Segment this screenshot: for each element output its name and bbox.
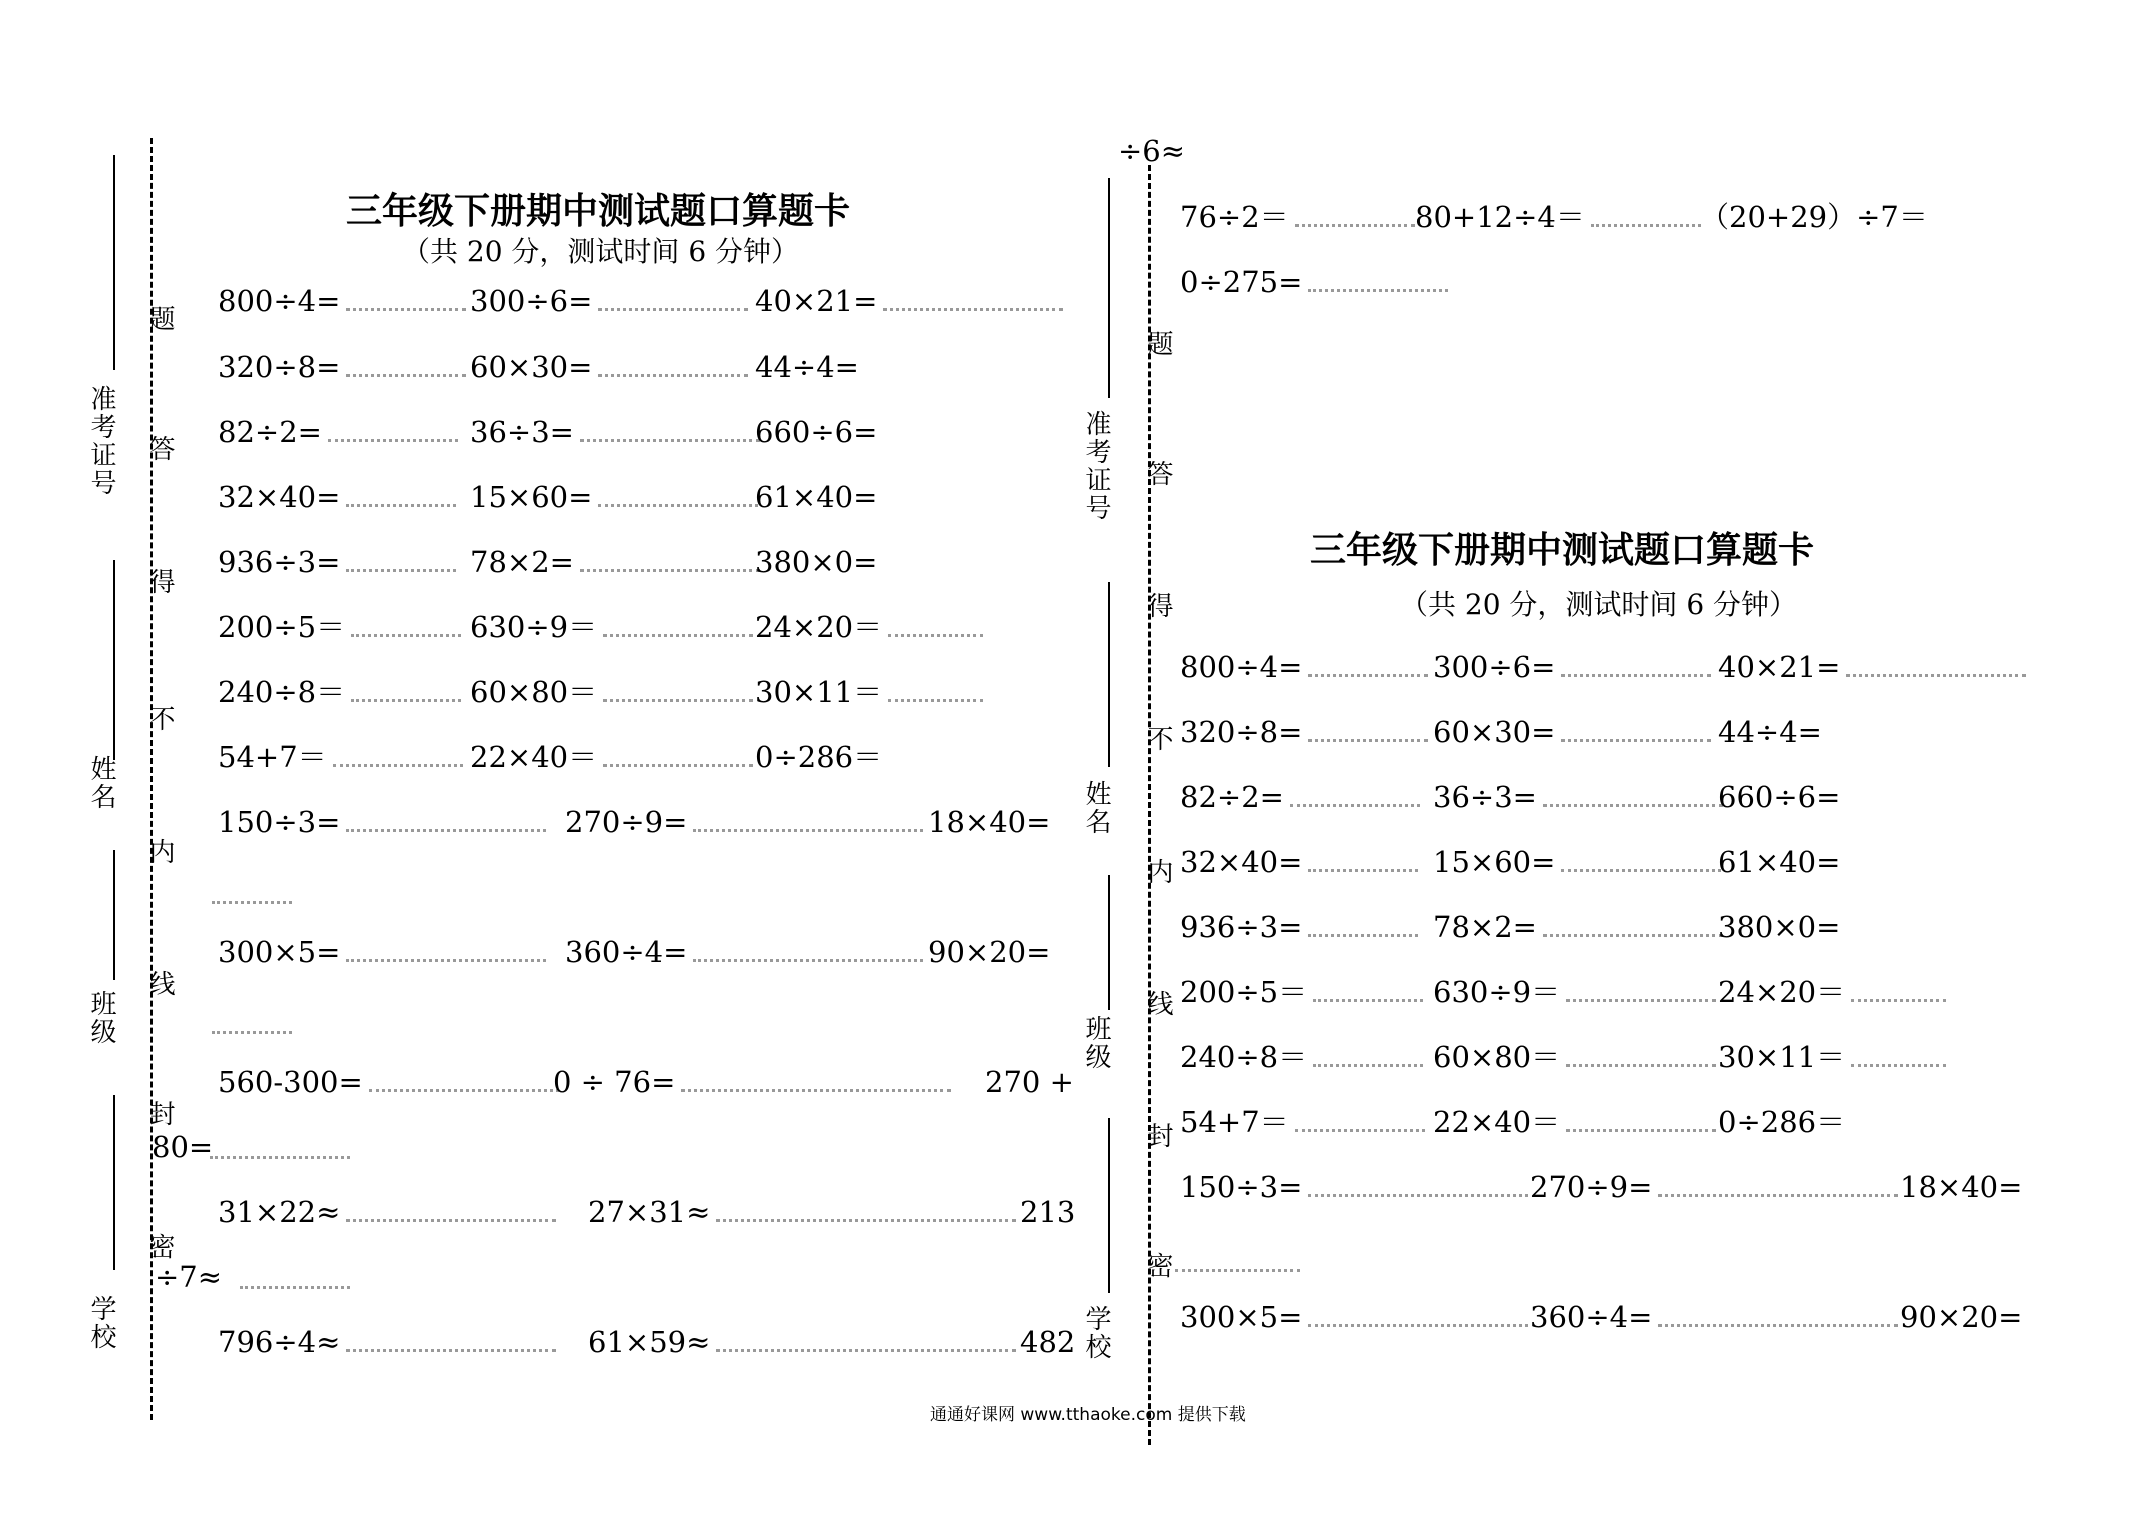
- right-problem-r2c1: 320÷8=: [1180, 718, 1428, 747]
- left-problem-r8c3: 0÷286＝: [755, 740, 883, 774]
- right-seal-char-8: 密: [1143, 1252, 1173, 1280]
- right-label-class: 班级: [1081, 1015, 1111, 1071]
- right-problem-r7c1: 240÷8＝: [1180, 1043, 1423, 1072]
- right-problem-r1c3: 40×21=: [1718, 653, 2026, 682]
- right-problem-r6c1: 200÷5＝: [1180, 978, 1423, 1007]
- right-label-exam-id: 准考证号: [1081, 410, 1111, 522]
- right-top-r1c1: 76÷2＝: [1180, 203, 1415, 232]
- left-wide-r2c2: 360÷4=: [565, 938, 923, 967]
- left-blank-line-school: [113, 1095, 115, 1270]
- right-top-fragment: ÷6≈: [1118, 134, 1186, 168]
- left-problem-r1c1: 800÷4=: [218, 287, 466, 316]
- left-problem-r3c3: 660÷6=: [755, 415, 878, 449]
- right-blank-line-class: [1108, 875, 1110, 1010]
- left-seal-char-8: 密: [145, 1233, 175, 1261]
- right-problem-r5c1: 936÷3=: [1180, 913, 1418, 942]
- right-wide-r1-continuation: [1175, 1268, 1300, 1272]
- left-problem-r4c1: 32×40=: [218, 483, 456, 512]
- left-wide-r3-continuation: [210, 1155, 350, 1159]
- left-problem-r4c2: 15×60=: [470, 483, 758, 512]
- right-problem-r4c2: 15×60=: [1433, 848, 1721, 877]
- left-wide-r2c1: 300×5=: [218, 938, 546, 967]
- right-seal-char-6: 线: [1143, 990, 1173, 1018]
- left-wide-r1c1: 150÷3=: [218, 808, 546, 837]
- left-wide-r1c3: 18×40=: [928, 805, 1051, 839]
- right-problem-r2c2: 60×30=: [1433, 718, 1711, 747]
- left-problem-r7c3: 30×11＝: [755, 678, 983, 707]
- right-seal-char-3: 得: [1143, 592, 1173, 620]
- left-title: 三年级下册期中测试题口算题卡: [346, 190, 851, 232]
- right-problem-r8c1: 54+7＝: [1180, 1108, 1425, 1137]
- left-wide-r4-continuation: [240, 1285, 350, 1289]
- left-wide-r3c3: 270 +: [985, 1065, 1074, 1099]
- right-problem-r7c3: 30×11＝: [1718, 1043, 1946, 1072]
- left-label-name: 姓名: [86, 755, 116, 811]
- right-problem-r1c2: 300÷6=: [1433, 653, 1711, 682]
- left-subtitle: （共 20 分，测试时间 6 分钟）: [402, 235, 800, 268]
- right-top-r2c1: 0÷275=: [1180, 268, 1448, 297]
- left-blank-line-name: [113, 560, 115, 760]
- left-blank-line-exam-id: [113, 155, 115, 370]
- left-wrap-fragment-1: 80=: [152, 1130, 214, 1164]
- left-wide-r2c3: 90×20=: [928, 935, 1051, 969]
- left-problem-r8c2: 22×40＝: [470, 743, 753, 772]
- right-problem-r4c3: 61×40=: [1718, 845, 1841, 879]
- left-wide-r5c2: 61×59≈: [588, 1328, 1016, 1357]
- right-seal-char-5: 内: [1143, 858, 1173, 886]
- right-problem-r8c3: 0÷286＝: [1718, 1105, 1846, 1139]
- right-seal-char-2: 答: [1143, 460, 1173, 488]
- right-problem-r6c3: 24×20＝: [1718, 978, 1946, 1007]
- right-problem-r8c2: 22×40＝: [1433, 1108, 1716, 1137]
- left-seal-char-2: 答: [145, 435, 175, 463]
- right-wide-r2c1: 300×5=: [1180, 1303, 1528, 1332]
- left-problem-r1c3: 40×21=: [755, 287, 1063, 316]
- left-wide-r1-continuation: [212, 900, 292, 904]
- left-label-exam-id: 准考证号: [86, 385, 116, 497]
- left-wide-r4c2: 27×31≈: [588, 1198, 1016, 1227]
- left-wide-r3c2: 0 ÷ 76=: [553, 1068, 951, 1097]
- left-wide-r3c1: 560-300=: [218, 1068, 559, 1097]
- left-wide-r5c3: 482: [1020, 1325, 1076, 1359]
- left-label-class: 班级: [86, 990, 116, 1046]
- right-problem-r5c3: 380×0=: [1718, 910, 1841, 944]
- right-seal-char-4: 不: [1143, 725, 1173, 753]
- left-seal-char-4: 不: [145, 705, 175, 733]
- left-wide-r1c2: 270÷9=: [565, 808, 923, 837]
- left-problem-r5c2: 78×2=: [470, 548, 760, 577]
- right-problem-r3c1: 82÷2=: [1180, 783, 1420, 812]
- left-problem-r5c3: 380×0=: [755, 545, 878, 579]
- left-label-school: 学校: [86, 1295, 116, 1351]
- right-problem-r3c3: 660÷6=: [1718, 780, 1841, 814]
- right-label-name: 姓名: [1081, 780, 1111, 836]
- right-title: 三年级下册期中测试题口算题卡: [1310, 529, 1815, 571]
- right-problem-r3c2: 36÷3=: [1433, 783, 1723, 812]
- left-problem-r7c1: 240÷8＝: [218, 678, 461, 707]
- right-problem-r4c1: 32×40=: [1180, 848, 1418, 877]
- left-wrap-fragment-2: ÷7≈: [155, 1260, 223, 1294]
- right-wide-r2c3: 90×20=: [1900, 1300, 2023, 1334]
- right-label-school: 学校: [1081, 1305, 1111, 1361]
- right-seal-char-1: 题: [1143, 330, 1173, 358]
- right-blank-line-name: [1108, 582, 1110, 767]
- right-problem-r5c2: 78×2=: [1433, 913, 1723, 942]
- right-wide-r1c1: 150÷3=: [1180, 1173, 1528, 1202]
- left-problem-r6c1: 200÷5＝: [218, 613, 461, 642]
- right-subtitle: （共 20 分，测试时间 6 分钟）: [1400, 588, 1798, 621]
- right-blank-line-exam-id: [1108, 178, 1110, 398]
- left-wide-r4c3: 213: [1020, 1195, 1076, 1229]
- right-wide-r1c3: 18×40=: [1900, 1170, 2023, 1204]
- left-problem-r3c2: 36÷3=: [470, 418, 760, 447]
- left-wide-r2-continuation: [212, 1030, 292, 1034]
- left-seal-char-1: 题: [145, 305, 175, 333]
- right-problem-r7c2: 60×80＝: [1433, 1043, 1716, 1072]
- left-seal-char-7: 封: [145, 1100, 175, 1128]
- left-problem-r6c3: 24×20＝: [755, 613, 983, 642]
- left-problem-r3c1: 82÷2=: [218, 418, 458, 447]
- right-wide-r2c2: 360÷4=: [1530, 1303, 1898, 1332]
- left-problem-r7c2: 60×80＝: [470, 678, 753, 707]
- right-problem-r2c3: 44÷4=: [1718, 715, 1822, 749]
- right-problem-r6c2: 630÷9＝: [1433, 978, 1716, 1007]
- left-problem-r2c3: 44÷4=: [755, 350, 859, 384]
- left-wide-r5c1: 796÷4≈: [218, 1328, 556, 1357]
- left-problem-r1c2: 300÷6=: [470, 287, 748, 316]
- right-top-r1c3: （20+29）÷7＝: [1700, 200, 1928, 234]
- left-problem-r6c2: 630÷9＝: [470, 613, 753, 642]
- left-problem-r4c3: 61×40=: [755, 480, 878, 514]
- right-top-r1c2: 80+12÷4＝: [1415, 203, 1701, 232]
- left-seal-char-6: 线: [145, 970, 175, 998]
- left-seal-char-3: 得: [145, 568, 175, 596]
- left-problem-r2c2: 60×30=: [470, 353, 748, 382]
- left-seal-char-5: 内: [145, 838, 175, 866]
- right-problem-r1c1: 800÷4=: [1180, 653, 1428, 682]
- left-problem-r8c1: 54+7＝: [218, 743, 463, 772]
- left-problem-r5c1: 936÷3=: [218, 548, 456, 577]
- right-seal-char-7: 封: [1143, 1122, 1173, 1150]
- footer-source-credit: 通通好课网 www.tthaoke.com 提供下载: [930, 1405, 1246, 1425]
- right-blank-line-school: [1108, 1118, 1110, 1293]
- right-wide-r1c2: 270÷9=: [1530, 1173, 1898, 1202]
- left-wide-r4c1: 31×22≈: [218, 1198, 556, 1227]
- left-problem-r2c1: 320÷8=: [218, 353, 466, 382]
- left-blank-line-class: [113, 850, 115, 980]
